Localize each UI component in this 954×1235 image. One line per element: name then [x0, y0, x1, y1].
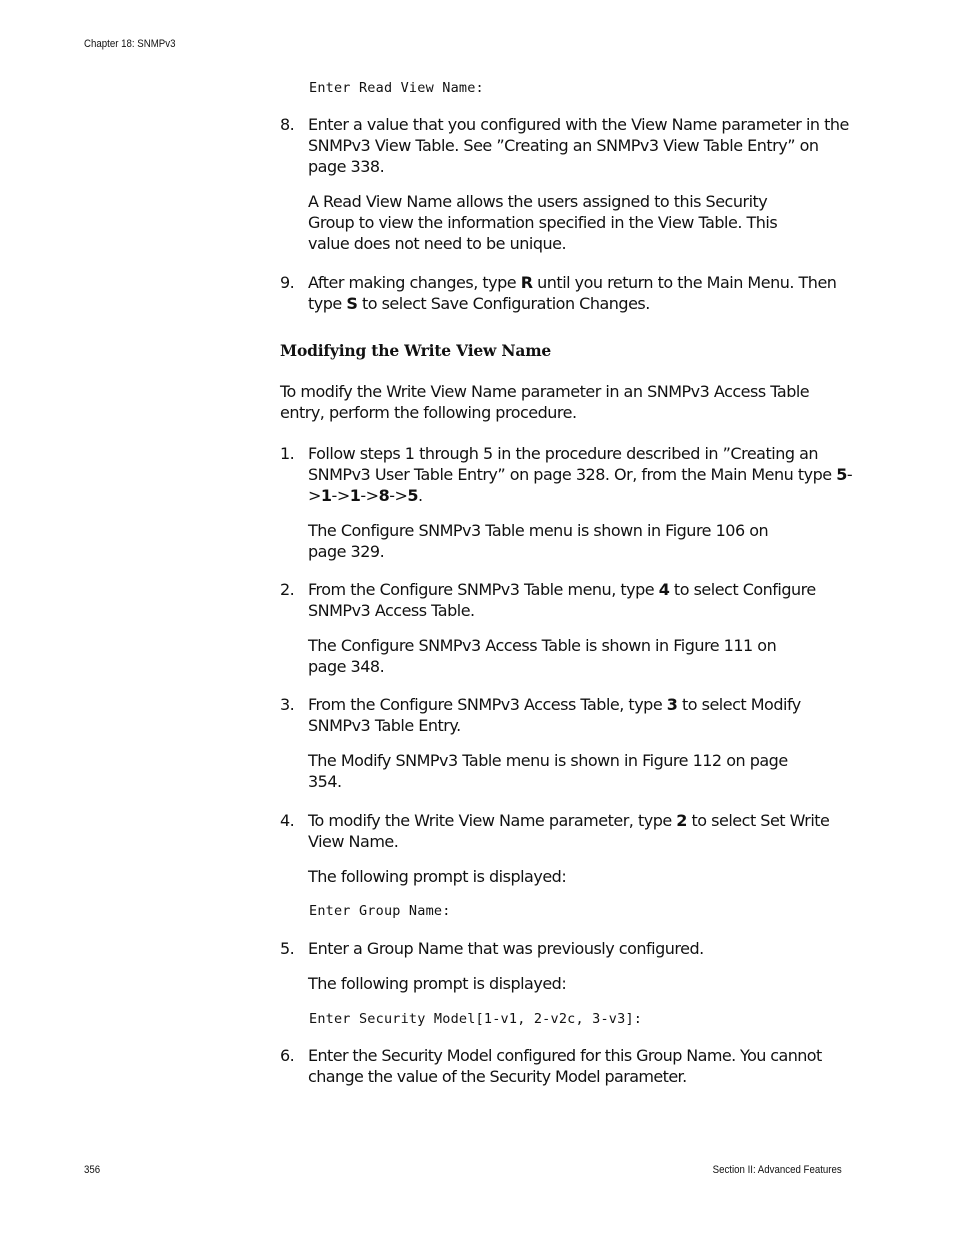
step-3-pre: From the Configure SNMPv3 Access Table, type	[308, 695, 667, 714]
step-4-text	[308, 810, 856, 852]
section-heading: Modifying the Write View Name	[280, 341, 552, 360]
step-5-text: Enter a Group Name that was previously configured.	[308, 939, 704, 958]
step-4-pre: To modify the Write View Name parameter, type	[308, 811, 677, 830]
step-8-number: 8.	[280, 115, 295, 134]
menu-key: 1	[349, 486, 361, 505]
menu-arrow: ->	[360, 486, 379, 505]
menu-key: 5	[836, 465, 847, 484]
security-model-prompt: Enter Security Model[1-v1, 2-v2c, 3-v3]:	[309, 1011, 643, 1027]
step-6-number: 6.	[280, 1046, 295, 1065]
step-9-mid: until you return to the Main Menu. Then type	[308, 273, 837, 313]
step-6-text: Enter the Security Model configured for this Group Name. You cannot change the value of the Security Model parameter.	[308, 1046, 822, 1086]
step-1-body: Follow steps 1 through 5 in the procedure described in ”Creating an SNMPv3 User Table Entry” on page 328. Or, from the Main Menu type	[308, 444, 837, 484]
step-9-number: 9.	[280, 273, 295, 292]
step-2-note: The Configure SNMPv3 Access Table is shown in Figure 111 on page 348.	[308, 636, 777, 676]
menu-arrow: ->	[331, 486, 350, 505]
step-5-number: 5.	[280, 939, 295, 958]
step-1-text	[308, 443, 856, 506]
step-2-key: 4	[658, 580, 670, 599]
read-view-prompt: Enter Read View Name:	[309, 80, 484, 96]
step-5-note: The following prompt is displayed:	[308, 974, 567, 993]
step-1-end: .	[418, 486, 423, 505]
step-3-number: 3.	[280, 695, 295, 714]
step-4-number: 4.	[280, 811, 295, 830]
step-3-note: The Modify SNMPv3 Table menu is shown in Figure 112 on page 354.	[308, 751, 788, 791]
step-2-number: 2.	[280, 580, 295, 599]
menu-arrow: ->	[389, 486, 408, 505]
page-number: 356	[84, 1164, 101, 1176]
running-header: Chapter 18: SNMPv3	[84, 38, 176, 50]
step-2-pre: From the Configure SNMPv3 Table menu, type	[308, 580, 659, 599]
step-9-key-s: S	[346, 294, 358, 313]
step-1-number: 1.	[280, 444, 295, 463]
step-9-pre: After making changes, type	[308, 273, 521, 292]
step-8-text: Enter a value that you configured with the View Name parameter in the SNMPv3 View Table. See ”Creating an SNMPv3 View Table Entry” on page 338.	[308, 115, 849, 176]
step-2-post: to select Configure SNMPv3 Access Table.	[308, 580, 816, 620]
menu-key: 1	[320, 486, 332, 505]
section-intro: To modify the Write View Name parameter in an SNMPv3 Access Table entry, perform the following procedure.	[280, 382, 810, 422]
step-3-text	[308, 694, 838, 736]
menu-key: 8	[378, 486, 390, 505]
running-footer: Section II: Advanced Features	[712, 1164, 842, 1176]
step-3-key: 3	[666, 695, 678, 714]
menu-arrow: ->	[308, 465, 853, 505]
step-9-post: to select Save Configuration Changes.	[357, 294, 650, 313]
step-3-post: to select Modify SNMPv3 Table Entry.	[308, 695, 801, 735]
step-4-post: to select Set Write View Name.	[308, 811, 830, 851]
step-4-key: 2	[676, 811, 687, 830]
step-8-note: A Read View Name allows the users assigned to this Security Group to view the information specified in the View Table. This value does not need to be unique.	[308, 192, 778, 253]
step-1-note: The Configure SNMPv3 Table menu is shown in Figure 106 on page 329.	[308, 521, 769, 561]
step-2-text	[308, 579, 856, 621]
step-4-note: The following prompt is displayed:	[308, 867, 567, 886]
step-9-key-r: R	[520, 273, 533, 292]
step-9-text	[308, 272, 848, 314]
group-name-prompt: Enter Group Name:	[309, 903, 451, 919]
menu-key: 5	[407, 486, 419, 505]
